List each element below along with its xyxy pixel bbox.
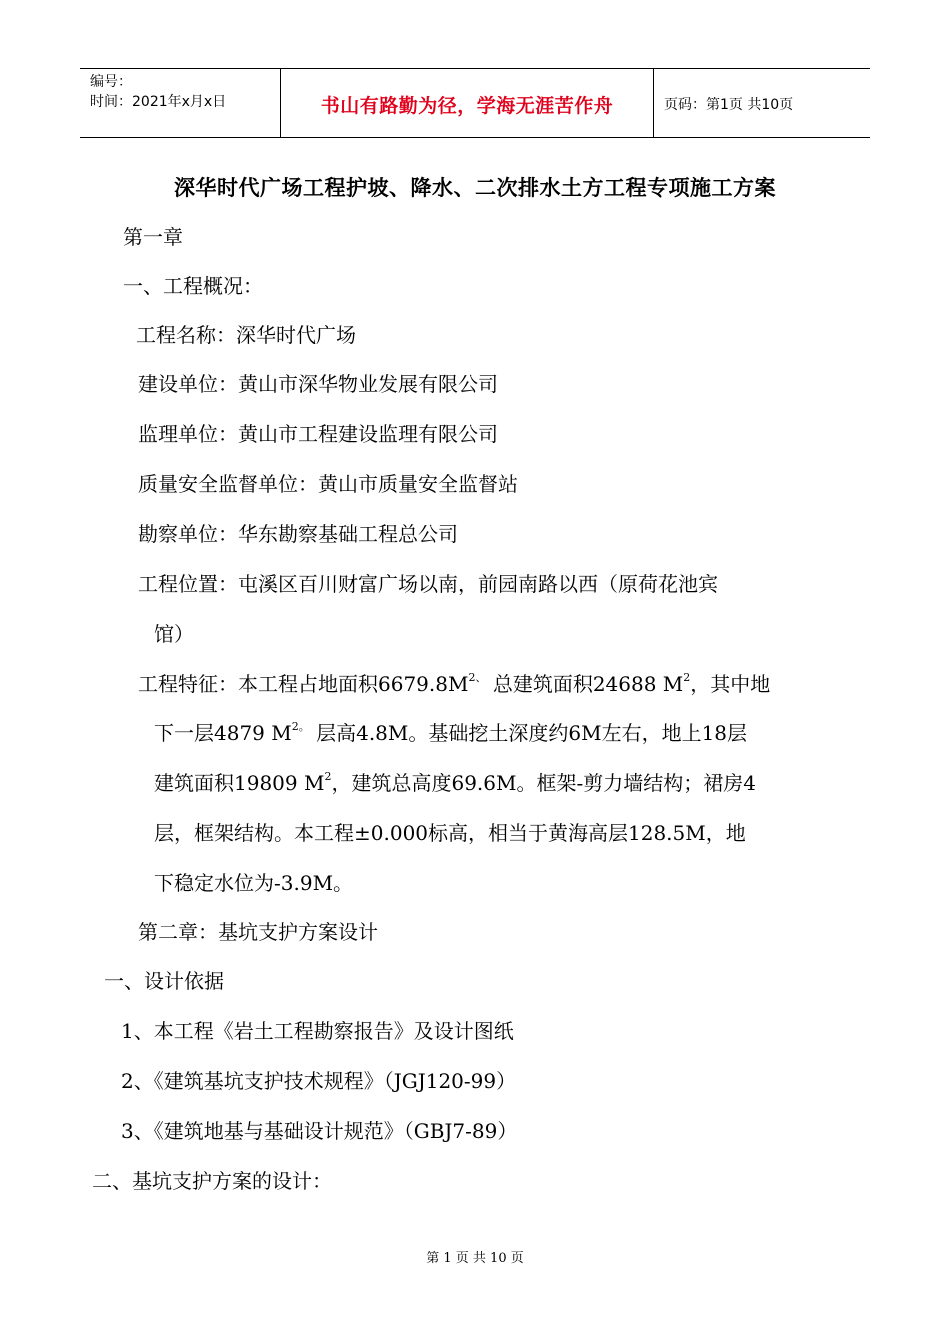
location-line-2: 馆） (154, 622, 194, 646)
quality-unit: 质量安全监督单位：黄山市质量安全监督站 (138, 472, 518, 496)
superscript: 2、 (468, 671, 487, 684)
feature-line-3 (154, 770, 756, 795)
superscript: 2 (683, 671, 691, 684)
feature-line-1 (138, 671, 771, 696)
header-meta-cell (80, 69, 280, 137)
serial-label: 编号： (90, 74, 132, 90)
superscript: 2。 (291, 720, 310, 733)
basis-item-1: 1、本工程《岩土工程勘察报告》及设计图纸 (121, 1019, 514, 1043)
feature-text-3b: ，建筑总高度69.6M。框架-剪力墙结构；裙房4 (331, 771, 756, 795)
feature-text-1c: ，其中地 (690, 672, 771, 696)
superscript: 2 (324, 770, 332, 783)
builder-unit: 建设单位：黄山市深华物业发展有限公司 (138, 372, 498, 396)
feature-text-1b: 总建筑面积24688 M (492, 672, 684, 696)
survey-unit: 勘察单位：华东勘察基础工程总公司 (138, 522, 458, 546)
feature-text-1a: 工程特征：本工程占地面积6679.8M (138, 672, 469, 696)
section-design-heading: 二、基坑支护方案的设计： (92, 1169, 332, 1193)
project-name: 工程名称：深华时代广场 (136, 323, 356, 347)
feature-line-4: 层，框架结构。本工程±0.000标高，相当于黄海高层128.5M，地 (154, 821, 746, 845)
motto: 书山有路勤为径，学海无涯苦作舟 (320, 95, 614, 117)
header-table (80, 68, 870, 138)
chapter-two-heading: 第二章：基坑支护方案设计 (138, 920, 378, 944)
basis-item-3: 3、《建筑地基与基础设计规范》（GBJ7-89） (121, 1119, 518, 1143)
page-footer: 第 1 页 共 10 页 (426, 1251, 524, 1266)
chapter-one-heading: 第一章 (123, 225, 183, 249)
feature-line-2 (154, 720, 748, 745)
section-basis-heading: 一、设计依据 (104, 969, 224, 993)
feature-text-2a: 下一层4879 M (154, 721, 292, 745)
time-label: 时间：2021年x月x日 (90, 94, 227, 110)
feature-text-2b: 层高4.8M。基础挖土深度约6M左右，地上18层 (316, 721, 748, 745)
header-motto-cell (280, 69, 654, 137)
section-overview-heading: 一、工程概况： (123, 274, 263, 298)
header-page-cell (654, 69, 870, 137)
supervisor-unit: 监理单位：黄山市工程建设监理有限公司 (138, 422, 498, 446)
feature-text-3a: 建筑面积19809 M (154, 771, 325, 795)
document-title: 深华时代广场工程护坡、降水、二次排水土方工程专项施工方案 (174, 175, 776, 200)
feature-line-5: 下稳定水位为-3.9M。 (154, 871, 354, 895)
page-info: 页码：第1页 共10页 (664, 97, 794, 113)
location-line-1: 工程位置：屯溪区百川财富广场以南，前园南路以西（原荷花池宾 (138, 572, 718, 596)
basis-item-2: 2、《建筑基坑支护技术规程》（JGJ120-99） (121, 1069, 517, 1093)
